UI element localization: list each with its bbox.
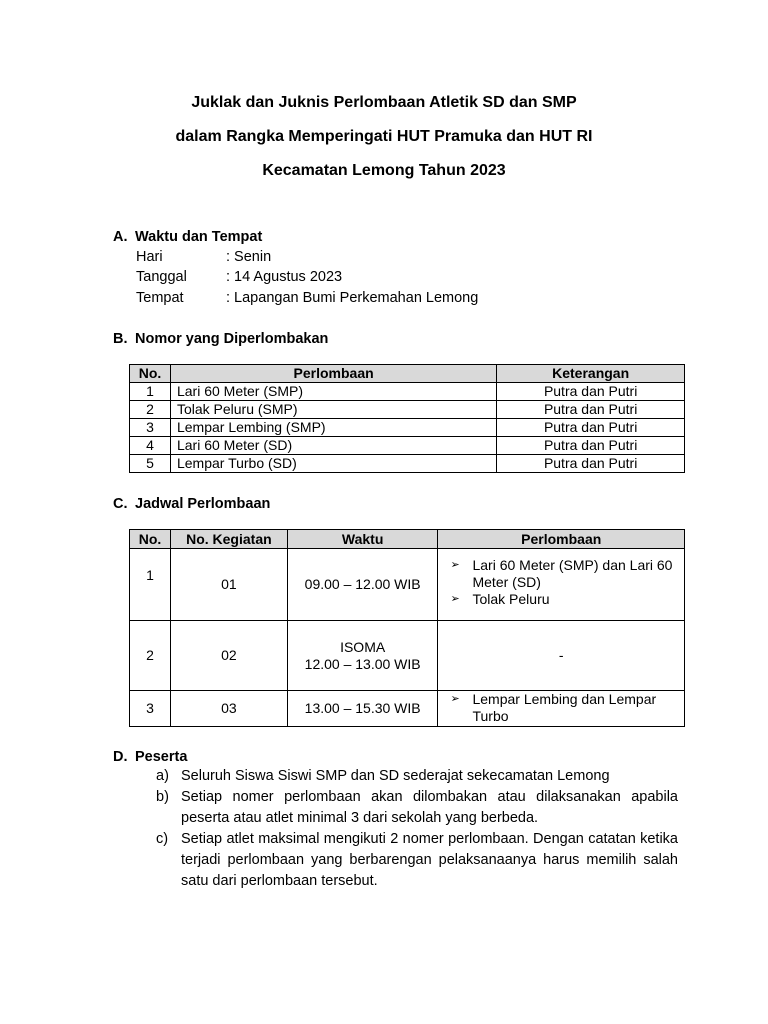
arrow-bullet-icon: ➢: [450, 593, 460, 605]
cell-waktu: [287, 621, 438, 691]
waktu-label: ISOMA: [340, 638, 386, 655]
list-item: ➢ Tolak Peluru: [450, 591, 550, 607]
document-title-line-2: dalam Rangka Memperingati HUT Pramuka dan HUT RI: [175, 128, 593, 145]
header-keterangan: Keterangan: [497, 365, 685, 383]
section-a-letter: A.: [113, 229, 128, 245]
cell-keterangan: Putra dan Putri: [497, 437, 685, 455]
section-d-title: Peserta: [135, 749, 188, 765]
cell-perlombaan: [438, 549, 685, 621]
event-list: [444, 691, 678, 725]
table-row: [130, 437, 685, 455]
section-c-title: Jadwal Perlombaan: [135, 496, 271, 512]
info-value: : 14 Agustus 2023: [226, 269, 343, 285]
item-text: Seluruh Siswa Siswi SMP dan SD sederajat sekecamatan Lemong: [181, 768, 610, 784]
list-item: ➢ Lempar Lembing dan Lempar Turbo: [450, 691, 657, 724]
info-value: : Senin: [226, 249, 272, 265]
section-d-heading: [113, 749, 187, 765]
info-key: Tanggal: [136, 269, 187, 285]
section-b-title: Nomor yang Diperlombakan: [135, 331, 329, 347]
list-item: [156, 787, 678, 829]
info-key: Tempat: [136, 290, 184, 306]
table-row: [130, 401, 685, 419]
table-row: [130, 419, 685, 437]
table-row: [130, 549, 685, 621]
cell-waktu: 13.00 – 15.30 WIB: [287, 691, 438, 727]
table-row: [130, 691, 685, 727]
info-row-tempat: [136, 290, 478, 306]
cell-no: 3: [130, 419, 171, 437]
cell-no: 1: [130, 549, 171, 621]
table-row: [130, 621, 685, 691]
event-list: [444, 557, 678, 608]
info-row-tanggal: [136, 269, 342, 285]
info-row-hari: [136, 249, 271, 265]
list-item: [156, 766, 678, 787]
item-label: b): [156, 789, 169, 805]
item-label: a): [156, 768, 169, 784]
item-label: c): [156, 831, 169, 847]
header-perlombaan: Perlombaan: [170, 365, 496, 383]
cell-no: 2: [130, 621, 171, 691]
arrow-bullet-icon: ➢: [450, 559, 460, 571]
section-b-heading: [113, 331, 328, 347]
section-b-letter: B.: [113, 331, 128, 347]
info-key: Hari: [136, 249, 163, 265]
item-text: Setiap nomer perlombaan akan dilombakan atau dilaksanakan apabila peserta atau atlet minimal 3 dari sekolah yang berbeda.: [181, 789, 678, 826]
cell-perlombaan: [438, 691, 685, 727]
table-header-row: [130, 365, 685, 383]
cell-keterangan: Putra dan Putri: [497, 383, 685, 401]
table-row: [130, 383, 685, 401]
cell-keterangan: Putra dan Putri: [497, 419, 685, 437]
cell-kegiatan: 01: [170, 549, 287, 621]
list-item: ➢ Lari 60 Meter (SMP) dan Lari 60 Meter (SD): [450, 557, 673, 590]
header-no: No.: [130, 530, 171, 549]
cell-waktu: 09.00 – 12.00 WIB: [287, 549, 438, 621]
waktu-time: 12.00 – 13.00 WIB: [304, 655, 421, 672]
table-row: [130, 455, 685, 473]
section-a-title: Waktu dan Tempat: [135, 229, 263, 245]
section-d-letter: D.: [113, 749, 128, 765]
section-c-letter: C.: [113, 496, 128, 512]
cell-no: 1: [130, 383, 171, 401]
header-perlombaan: Perlombaan: [438, 530, 685, 549]
cell-perlombaan: -: [438, 621, 685, 691]
cell-perlombaan: Lempar Lembing (SMP): [170, 419, 496, 437]
cell-keterangan: Putra dan Putri: [497, 401, 685, 419]
cell-kegiatan: 03: [170, 691, 287, 727]
cell-no: 5: [130, 455, 171, 473]
cell-no: 3: [130, 691, 171, 727]
document-title-line-1: Juklak dan Juknis Perlombaan Atletik SD dan SMP: [191, 94, 577, 111]
header-no-kegiatan: No. Kegiatan: [170, 530, 287, 549]
schedule-table: [129, 529, 685, 727]
arrow-bullet-icon: ➢: [450, 693, 460, 705]
cell-perlombaan: Lari 60 Meter (SMP): [170, 383, 496, 401]
document-title-line-3: Kecamatan Lemong Tahun 2023: [262, 162, 506, 179]
cell-no: 4: [130, 437, 171, 455]
list-item: [156, 829, 678, 892]
item-text: Setiap atlet maksimal mengikuti 2 nomer perlombaan. Dengan catatan ketika terjadi perlombaan yang berbarengan pelaksanaanya harus memilih salah satu dari perlombaan tersebut.: [181, 831, 678, 889]
cell-perlombaan: Tolak Peluru (SMP): [170, 401, 496, 419]
participants-list: [156, 766, 678, 892]
cell-perlombaan: Lempar Turbo (SD): [170, 455, 496, 473]
events-table: [129, 364, 685, 473]
cell-no: 2: [130, 401, 171, 419]
cell-perlombaan: Lari 60 Meter (SD): [170, 437, 496, 455]
header-no: No.: [130, 365, 171, 383]
header-waktu: Waktu: [287, 530, 438, 549]
section-a-heading: [113, 229, 262, 245]
cell-keterangan: Putra dan Putri: [497, 455, 685, 473]
info-value: : Lapangan Bumi Perkemahan Lemong: [226, 290, 479, 306]
table-header-row: [130, 530, 685, 549]
section-c-heading: [113, 496, 270, 512]
cell-kegiatan: 02: [170, 621, 287, 691]
